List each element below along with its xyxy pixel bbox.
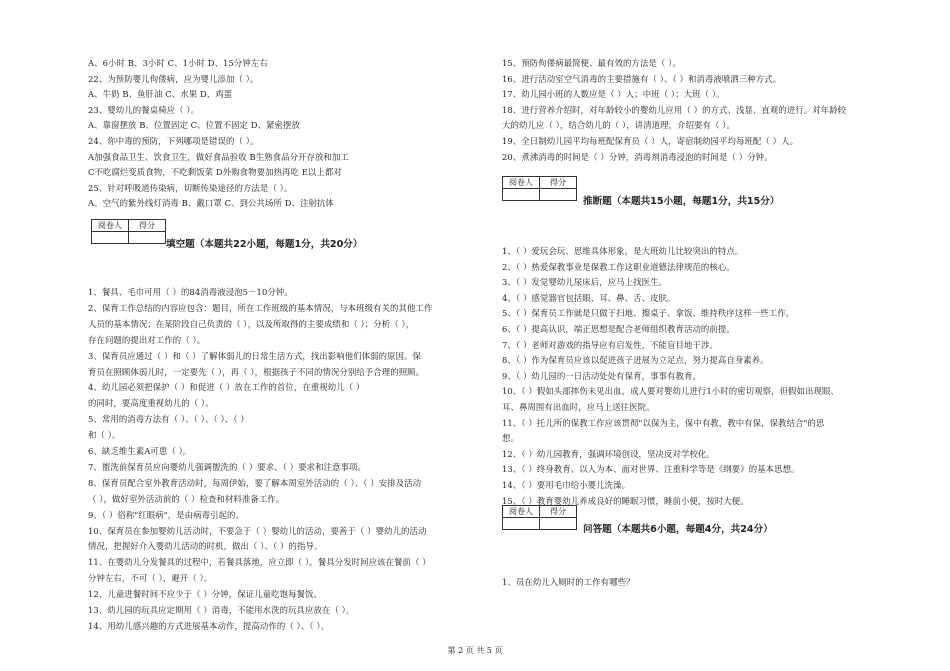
score-cell <box>540 189 577 201</box>
text-line: A、6小时 B、3小时 C、1小时 D、15分钟左右 <box>88 58 268 68</box>
text-line: 12、儿童进餐时间不应少于（ ）分钟，保证儿童吃饱每餐饭。 <box>88 589 322 600</box>
text-line: 9、（ ）幼儿园的一日活动处处有保育，事事有教育。 <box>502 370 701 381</box>
reviewer-label: 阅卷人 <box>503 506 540 518</box>
text-line: C不吃腐烂变质食物，不吃剩饭菜 D外购食物要加热再吃 E以上都对 <box>88 167 342 178</box>
section-title-judgement: 推断题（本题共15小题，每题1分，共15分） <box>583 196 780 207</box>
text-line: 10、（ ）假如头部摔伤未见出血，成人要对婴幼儿进行1小时的密切观察，但假如出现眼、 <box>502 386 839 397</box>
text-line: 17、幼儿园小班的人数应是（ ）人；中班（ ）；大班（ ）。 <box>502 89 725 100</box>
text-line: A、靠窗摆放 B、位置固定 C、位置不固定 D、紧密摆放 <box>88 120 300 131</box>
page-footer: 第 2 页 共 5 页 <box>447 646 503 655</box>
text-line: 14、（ ）要用毛巾给小婴儿洗澡。 <box>502 480 631 490</box>
text-line: 14、用幼儿感兴趣的方式进展基本动作，提高动作的（ ）、（ ）。 <box>88 620 330 631</box>
score-box <box>91 219 166 244</box>
text-line: 8、（ ）作为保育员应该以促进孩子进展为立足点，努力提高自身素养。 <box>502 355 769 366</box>
text-line: 存在问题的提出对工作的（ ）。 <box>88 334 206 345</box>
text-line: 8、保育员配合室外教育活动时，每周伊始，要了解本周室外活动的（ ）、（ ）安排及活动 <box>88 477 422 488</box>
reviewer-label: 阅卷人 <box>92 220 129 232</box>
text-line: 6、（ ）提高认识，端正思想是配合老师组织教育活动的前提。 <box>502 324 735 334</box>
text-line: A加强食品卫生、饮食卫生，做好食品验收 B生熟食品分开存放和加工 <box>88 151 349 162</box>
text-line: A、牛奶 B、鱼肝油 C、水果 D、鸡蛋 <box>88 89 233 100</box>
score-box <box>502 505 577 530</box>
text-line: 25、针对呼吸道传染病，切断传染途径的方法是（ ）。 <box>88 182 293 193</box>
reviewer-cell <box>92 232 129 244</box>
text-line: 24、你中毒的预防，下列哪项是错误的（ ）。 <box>88 136 259 146</box>
text-line: 11、在婴幼儿分发餐具的过程中，若餐具落地，应立即（ ）。餐具分发时间应该在餐前（ ） <box>88 557 431 568</box>
text-line: 7、（ ）老师对游戏的指导应有启发性，不能盲目地干涉。 <box>502 339 718 350</box>
score-label: 得分 <box>129 220 166 232</box>
section-title-fill-blank: 填空题（本题共22小题，每题1分，共20分） <box>166 239 363 250</box>
text-line: 的同时，要高度重视幼儿的（ ）。 <box>88 398 214 409</box>
text-line: 22、为预防婴儿佝偻病，应为婴儿添加（ ）。 <box>88 73 259 84</box>
section-title-qa: 问答题（本题共6小题，每题4分，共24分） <box>583 524 773 535</box>
text-line: 4、幼儿园必须把保护（ ）和促进（ ）放在工作的首位，在重视幼儿（ ） <box>88 382 365 393</box>
text-line: A、空气的紫外线灯消毒 B、戴口罩 C、到公共场所 D、注射抗体 <box>88 198 334 209</box>
text-line: 4、（ ）感觉器官包括眼、耳、鼻、舌、皮肤。 <box>502 292 676 303</box>
text-line: 2、保育工作总结的内容应包含：题目，所在工作班级的基本情况，与本班级有关的其他工作 <box>88 302 433 313</box>
text-line: 9、（ ）俗称"红眼病"，是由病毒引起的。 <box>88 509 244 520</box>
text-line: 大的幼儿应（ ），结合幼儿的（ ），讲清道理，介绍要有（ ）。 <box>502 120 735 131</box>
text-line: 11、（ ）托儿所的保教工作应该贯彻"以保为主，保中有教，教中有保，保教结合"的思 <box>502 417 825 428</box>
text-line: 20、煮沸消毒的时间是（ ）分钟，消毒剂消毒浸泡的时间是（ ）分钟。 <box>502 151 773 162</box>
score-cell <box>540 518 577 530</box>
text-line: （ ），做好室外活动前的（ ）检查和材料准备工作。 <box>88 493 285 504</box>
reviewer-label: 阅卷人 <box>503 177 540 189</box>
text-line: 育员在照顾体弱儿时，一定要先（ ），再（ ），根据孩子不同的情况分别给予合理的照顾。 <box>88 366 425 377</box>
text-line: 情况，把握好介入婴幼儿活动的时机，做出（ ）、（ ）的指导。 <box>88 541 323 552</box>
text-line: 想。 <box>502 433 519 444</box>
text-line: 3、保育员应通过（ ）和（ ）了解体弱儿的日常生活方式，找出影响他们体弱的原因。保 <box>88 350 421 361</box>
text-line: 7、盥洗前保育员应向婴幼儿强调盥洗的（ ）要求、（ ）要求和注意事项。 <box>88 461 366 472</box>
text-line: 2、（ ）热爱保教事业是保教工作这职业道德法律规范的核心。 <box>502 261 735 272</box>
text-line: 13、幼儿园的玩具应定期用（ ）消毒，不能用水洗的玩具应放在（ ）。 <box>88 605 355 615</box>
text-line: 5、（ ）保育员工作就是只做于扫地、擦桌子、拿饭、维持秩序这样一些工作。 <box>502 308 795 319</box>
text-line: 23、婴幼儿的餐桌椅应（ ）。 <box>88 104 200 115</box>
reviewer-cell <box>503 518 540 530</box>
text-line: 16、进行活动室空气消毒的主要措施有（ ）、（ ）和消毒液喷洒三种方式。 <box>502 73 782 84</box>
text-line: 6、缺乏维生素A可患（ ）。 <box>88 446 192 456</box>
reviewer-cell <box>503 189 540 201</box>
score-box <box>502 176 577 201</box>
text-line: 5、常用的消毒方法有（ ）、（ ）、（ ）、（ ） <box>88 414 249 425</box>
score-label: 得分 <box>540 506 577 518</box>
text-line: 耳、鼻周围有出血时，应马上送往医院。 <box>502 402 655 412</box>
score-label: 得分 <box>540 177 577 189</box>
text-line: 人员的基本情况；在某阶段自己负责的（ ），以及所取得的主要成绩和（ ）；分析（ ）， <box>88 318 415 329</box>
text-line: 19、全日制幼儿园平均每班配保育员（ ）人，寄宿制幼园平均每班配（ ）人。 <box>502 136 799 146</box>
text-line: 15、（ ）教育婴幼儿养成良好的睡眠习惯，睡前小便，按时大便。 <box>502 495 749 506</box>
text-line: 和（ ）。 <box>88 430 121 441</box>
text-line: 12、（ ）幼儿园教育，强调环境创设，坚决反对学校化。 <box>502 448 715 459</box>
text-line: 10、保育员在参加婴幼儿活动时，不要急于（ ）婴幼儿的活动，要善于（ ）婴幼儿的活动 <box>88 525 427 536</box>
text-line: 1、餐具、毛巾可用（ ）的84消毒液浸泡5－10分钟。 <box>88 287 293 297</box>
text-line: 1、员在幼儿入厕时的工作有哪些？ <box>502 577 635 587</box>
text-line: 18、进行营养介绍时，对年龄较小的婴幼儿应用（ ）的方式、浅显、直观的进行。对年龄较 <box>502 104 847 115</box>
text-line: 1、（ ）爱玩会玩、思维具体形象，是大班幼儿比较突出的特点。 <box>502 246 744 256</box>
score-cell <box>129 232 166 244</box>
text-line: 3、（ ）发觉婴幼儿尿床后，应马上找医生。 <box>502 277 668 288</box>
text-line: 15、预防佝偻病最简便、最有效的方法是（ ）。 <box>502 58 681 68</box>
text-line: 13、（ ）终身教育、以人为本、面对世界、注重科学等是《纲要》的基本思想。 <box>502 464 800 475</box>
text-line: 分钟左右，不可（ ），避开（ ）。 <box>88 573 213 584</box>
